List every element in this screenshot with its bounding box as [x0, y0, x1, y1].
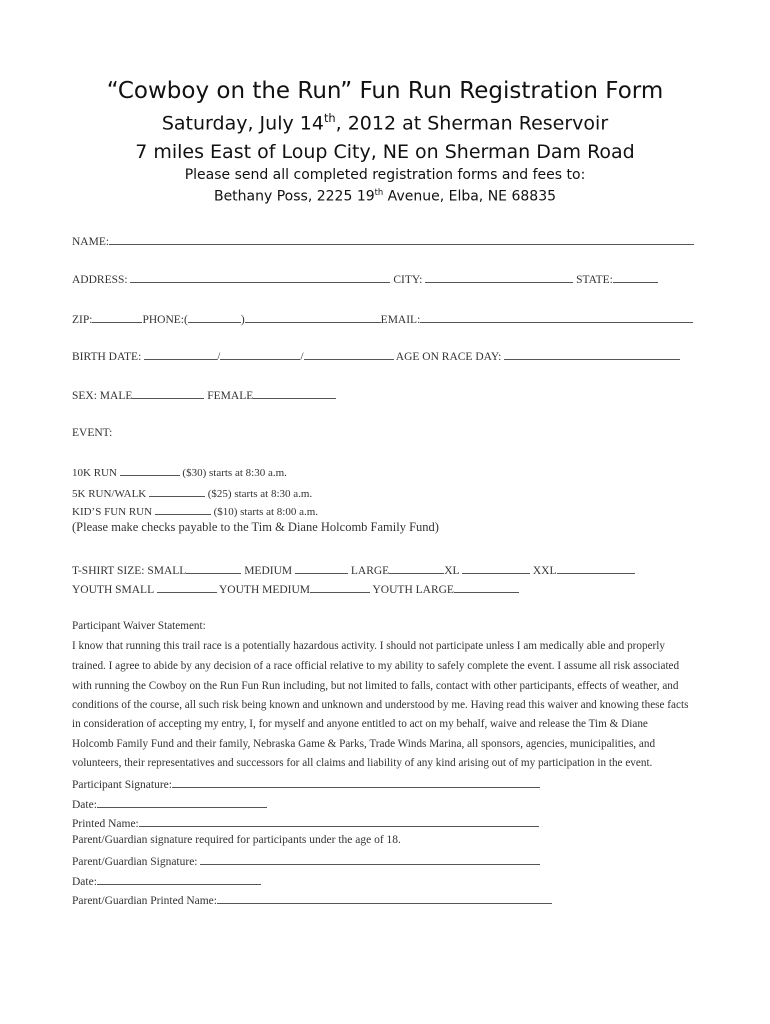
date-label: Date: [72, 799, 97, 811]
date-field[interactable] [97, 796, 267, 808]
email-field[interactable] [420, 311, 693, 323]
youth-large-field[interactable] [454, 581, 519, 593]
event-kids-field[interactable] [155, 503, 211, 515]
zip-field[interactable] [92, 311, 142, 323]
name-label: NAME: [72, 236, 110, 248]
event-kids-label: KID’S FUN RUN [72, 506, 153, 518]
birth-month-field[interactable] [144, 348, 217, 360]
waiver-line: conditions of the course, all such risk being known and unknown and understood by me. Having read this waiver and knowing these facts [72, 699, 689, 711]
guardian-date-label: Date: [72, 876, 97, 888]
birth-date-label: BIRTH DATE: [72, 351, 142, 363]
guardian-note: Parent/Guardian signature required for participants under the age of 18. [72, 834, 401, 846]
male-field[interactable] [132, 387, 204, 399]
address-pre: Bethany Poss, 2225 19 [213, 188, 375, 205]
checks-note: (Please make checks payable to the Tim & Diane Holcomb Family Fund) [72, 520, 439, 534]
event-10k-field[interactable] [120, 464, 180, 476]
youth-small-field[interactable] [157, 581, 217, 593]
tshirt-small-field[interactable] [186, 562, 241, 574]
address-sup: th [374, 187, 384, 197]
tshirt-medium-label: MEDIUM [244, 565, 293, 577]
participant-signature-label: Participant Signature: [72, 779, 172, 791]
city-label: CITY: [393, 274, 423, 286]
guardian-signature-field[interactable] [200, 853, 540, 865]
waiver-line: I know that running this trail race is a potentially hazardous activity. I should not participate unless I am medically able and properly [72, 640, 665, 652]
date-sup: th [323, 111, 336, 125]
event-5k-row [72, 485, 312, 500]
name-row [72, 233, 694, 248]
waiver-line: in consideration of accepting my entry, I, for myself and anyone entitled to act on my behalf, waive and release the Tim & Diane [72, 718, 648, 730]
event-5k-label: 5K RUN/WALK [72, 488, 147, 500]
send-to-line: Please send all completed registration forms and fees to: [184, 167, 586, 183]
event-location: 7 miles East of Loup City, NE on Sherman Dam Road [135, 141, 635, 163]
tshirt-large-field[interactable] [389, 562, 444, 574]
participant-signature-field[interactable] [172, 776, 540, 788]
tshirt-xxl-field[interactable] [557, 562, 635, 574]
age-label: AGE ON RACE DAY: [395, 351, 502, 363]
event-date-line [0, 111, 770, 134]
name-field[interactable] [109, 233, 694, 245]
tshirt-large-label: LARGE [350, 565, 390, 577]
tshirt-medium-field[interactable] [295, 562, 348, 574]
guardian-signature-label: Parent/Guardian Signature: [72, 856, 198, 868]
event-10k-label: 10K RUN [72, 467, 117, 479]
event-kids-details: ($10) starts at 8:00 a.m. [213, 506, 319, 518]
guardian-date-field[interactable] [97, 873, 261, 885]
email-label: EMAIL: [380, 314, 421, 326]
tshirt-row [72, 562, 635, 577]
youth-large-label: YOUTH LARGE [372, 584, 454, 596]
waiver-line: with running the Cowboy on the Run Fun Run including, but not limited to falls, contact with other participants, effects of weather, and [72, 680, 679, 692]
printed-name-field[interactable] [139, 815, 539, 827]
youth-small-label: YOUTH SMALL [72, 584, 154, 596]
sex-row [72, 387, 336, 402]
slash-1: / [217, 351, 221, 363]
sex-male-label: SEX: MALE [72, 390, 133, 402]
event-kids-row [72, 503, 318, 518]
date-pre: Saturday, July 14 [161, 112, 324, 135]
event-5k-details: ($25) starts at 8:30 a.m. [207, 488, 313, 500]
state-field[interactable] [613, 271, 658, 283]
guardian-signature-row [72, 853, 540, 868]
form-title: “Cowboy on the Run” Fun Run Registration Form [106, 78, 664, 104]
address-post: Avenue, Elba, NE 68835 [383, 188, 557, 205]
tshirt-xl-label: XL [444, 565, 460, 577]
age-field[interactable] [504, 348, 680, 360]
phone-area-code-field[interactable] [188, 311, 241, 323]
state-label: STATE: [576, 274, 613, 286]
date-post: , 2012 at Sherman Reservoir [335, 112, 609, 135]
address-field[interactable] [130, 271, 390, 283]
youth-tshirt-row [72, 581, 519, 596]
waiver-heading: Participant Waiver Statement: [72, 620, 206, 632]
address-label: ADDRESS: [72, 274, 128, 286]
tshirt-xxl-label: XXL [532, 565, 557, 577]
guardian-date-row [72, 873, 261, 888]
birth-day-field[interactable] [220, 348, 300, 360]
waiver-line: trained. I agree to abide by any decision of a race official relative to my ability to safely complete the event. I assume all risk associated [72, 660, 680, 672]
printed-name-row [72, 815, 539, 830]
tshirt-xl-field[interactable] [462, 562, 530, 574]
zip-label: ZIP: [72, 314, 93, 326]
city-field[interactable] [425, 271, 573, 283]
youth-medium-label: YOUTH MEDIUM [219, 584, 311, 596]
guardian-printed-name-field[interactable] [217, 892, 552, 904]
date-row [72, 796, 267, 811]
printed-name-label: Printed Name: [72, 818, 139, 830]
address-row [72, 271, 658, 286]
slash-2: / [300, 351, 304, 363]
guardian-printed-name-label: Parent/Guardian Printed Name: [72, 895, 217, 907]
female-field[interactable] [253, 387, 336, 399]
tshirt-small-label: T-SHIRT SIZE: SMALL [72, 565, 187, 577]
event-label: EVENT: [72, 427, 113, 439]
waiver-line: Holcomb Family Fund and their family, Nebraska Game & Parks, Trade Winds Marina, all sponsors, agencies, municipalities, and [72, 738, 656, 750]
birth-date-row [72, 348, 680, 363]
participant-signature-row [72, 776, 540, 791]
phone-number-field[interactable] [245, 311, 381, 323]
waiver-line: volunteers, their representatives and successors for all claims and liability of any kind arising out of my participation in the event. [72, 757, 653, 769]
phone-close: ) [240, 314, 245, 326]
birth-year-field[interactable] [304, 348, 394, 360]
female-label: FEMALE [207, 390, 254, 402]
zip-phone-email-row [72, 311, 693, 326]
event-10k-details: ($30) starts at 8:30 a.m. [182, 467, 287, 479]
guardian-printed-name-row [72, 892, 552, 907]
phone-label: PHONE:( [142, 314, 188, 326]
youth-medium-field[interactable] [310, 581, 370, 593]
mailing-address [0, 187, 770, 205]
event-5k-field[interactable] [149, 485, 205, 497]
event-10k-row [72, 464, 287, 479]
